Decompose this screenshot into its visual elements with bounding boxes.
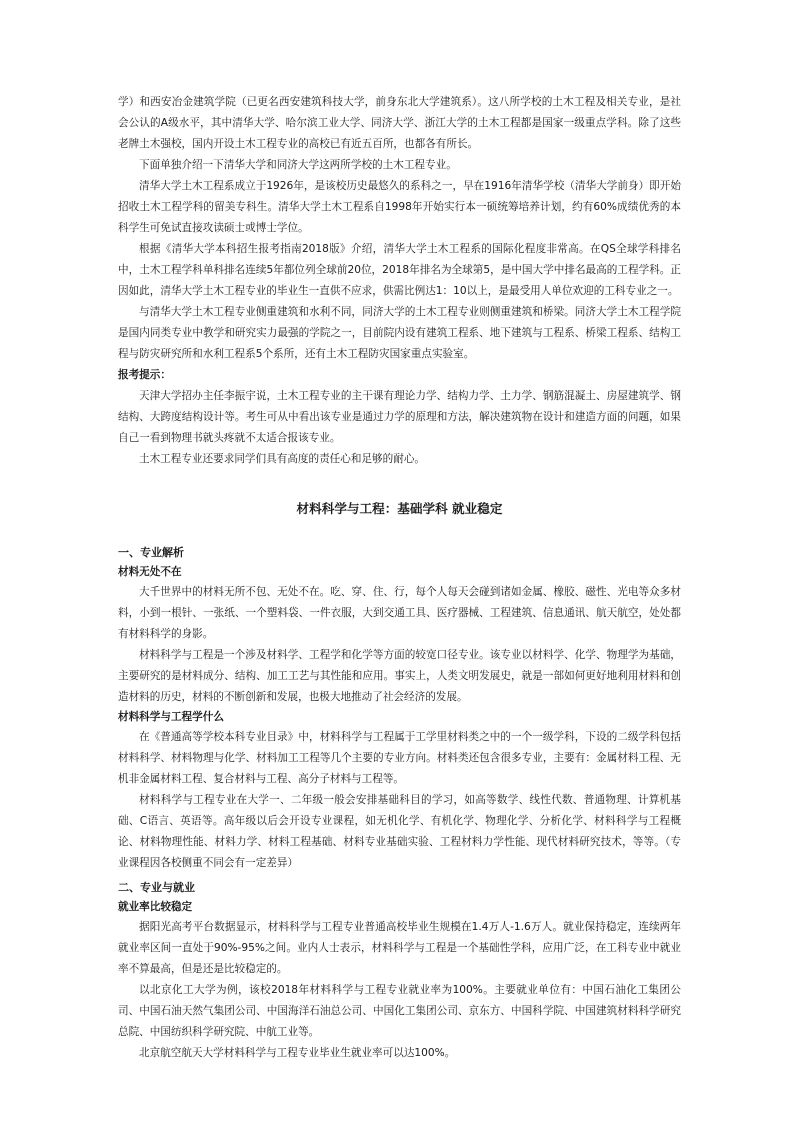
heading-major-analysis: 一、专业解析 bbox=[118, 546, 184, 559]
paragraph-buct-example: 以北京化工大学为例，该校2018年材料科学与工程专业就业率为100%。主要就业单位有：中国石油化工集团公司、中国石油天然气集团公司、中国海洋石油总公司、中国化工集团公司、京东方、中国科学院、中国建筑材料科学研究总院、中国纺织科学研究院、中航工业等。 bbox=[118, 984, 681, 1038]
paragraph-tip-courses: 天津大学招办主任李振宇说，土木工程专业的主干课有理论力学、结构力学、土力学、钢筋混凝土、房屋建筑学、钢结构、大跨度结构设计等。考生可从中看出该专业是通过力学的原理和方法，解决建筑物在设计和建造方面的问题，如果自己一看到物理书就头疼就不太适合报该专业。 bbox=[118, 390, 681, 444]
tip-heading: 报考提示： bbox=[118, 369, 171, 381]
heading-major-employment: 二、专业与就业 bbox=[118, 881, 195, 894]
section-title: 材料科学与工程：基础学科 就业稳定 bbox=[296, 501, 503, 516]
document-page bbox=[118, 92, 681, 1064]
subheading-what-to-study: 材料科学与工程学什么 bbox=[118, 711, 224, 723]
paragraph-materials-definition: 材料科学与工程是一个涉及材料学、工程学和化学等方面的较宽口径专业。该专业以材料学、化学、物理学为基础，主要研究的是材料成分、结构、加工工艺与其性能和应用。事实上，人类文明发展史，就是一部如何更好地利用材料和创造材料的历史，材料的不断创新和发展，也极大地推动了社会经济的发展。 bbox=[118, 649, 681, 703]
paragraph-tongji: 与清华大学土木工程专业侧重建筑和水利不同，同济大学的土木工程专业则侧重建筑和桥梁。同济大学土木工程学院是国内同类专业中教学和研究实力最强的学院之一，目前院内设有建筑工程系、地下建筑与工程系、桥梁工程系、结构工程与防灾研究所和水利工程系5个系所，还有土木工程防灾国家重点实验室。 bbox=[118, 306, 681, 360]
paragraph-next: 下面单独介绍一下清华大学和同济大学这两所学校的土木工程专业。 bbox=[139, 159, 457, 171]
paragraph-buaa-rate: 北京航空航天大学材料科学与工程专业毕业生就业率可以达100%。 bbox=[139, 1047, 456, 1059]
paragraph-intro: 学）和西安冶金建筑学院（已更名西安建筑科技大学，前身东北大学建筑系）。这八所学校的土木工程及相关专业，是社会公认的A级水平，其中清华大学、哈尔滨工业大学、同济大学、浙江大学的土木工程都是国家一级重点学科。除了这些老牌土木强校，国内开设土木工程专业的高校已有近五百所，也都各有所长。 bbox=[118, 96, 681, 150]
paragraph-catalog: 在《普通高等学校本科专业目录》中，材料科学与工程属于工学里材料类之中的一个一级学科，下设的二级学科包括材料科学、材料物理与化学、材料加工工程等几个主要的专业方向。材料类还包含很多专业，主要有：金属材料工程、无机非金属材料工程、复合材料与工程、高分子材料与工程等。 bbox=[118, 731, 681, 785]
subheading-employment-rate: 就业率比较稳定 bbox=[118, 901, 193, 913]
subheading-materials-everywhere: 材料无处不在 bbox=[118, 566, 182, 578]
paragraph-employment-data: 据阳光高考平台数据显示，材料科学与工程专业普通高校毕业生规模在1.4万人-1.6万人。就业保持稳定，连续两年就业率区间一直处于90%-95%之间。业内人士表示，材料科学与工程是一个基础性学科，应用广泛，在工科专业中就业率不算最高，但是还是比较稳定的。 bbox=[118, 921, 681, 975]
paragraph-tsinghua-ranking: 根据《清华大学本科招生报考指南2018版》介绍，清华大学土木工程系的国际化程度非常高。在QS全球学科排名中，土木工程学科单科排名连续5年都位列全球前20位，2018年排名为全球第5，是中国大学中排名最高的工程学科。正因如此，清华大学土木工程专业的毕业生一直供不应求，供需比例达1：10以上，是最受用人单位欢迎的工科专业之一。 bbox=[118, 243, 681, 297]
paragraph-materials-everywhere: 大千世界中的材料无所不包、无处不在。吃、穿、住、行，每个人每天会碰到诸如金属、橡胶、磁性、光电等众多材料，小到一根针、一张纸、一个塑料袋、一件衣服，大到交通工具、医疗器械、工程建筑、信息通讯、航天航空，处处都有材料科学的身影。 bbox=[118, 586, 681, 640]
paragraph-tip-responsibility: 土木工程专业还要求同学们具有高度的责任心和足够的耐心。 bbox=[139, 453, 426, 465]
paragraph-tsinghua-history: 清华大学土木工程系成立于1926年，是该校历史最悠久的系科之一，早在1916年清华学校（清华大学前身）即开始招收土木工程学科的留美专科生。清华大学土木工程系自1998年开始实行本一硕统筹培养计划，约有60%成绩优秀的本科学生可免试直接攻读硕士或博士学位。 bbox=[118, 180, 681, 234]
paragraph-courses: 材料科学与工程专业在大学一、二年级一般会安排基础科目的学习，如高等数学、线性代数、普通物理、计算机基础、C语言、英语等。高年级以后会开设专业课程，如无机化学、有机化学、物理化学、分析化学、材料科学与工程概论、材料物理性能、材料力学、材料工程基础、材料专业基础实验、工程材料力学性能、现代材料研究技术，等等。（专业课程因各校侧重不同会有一定差异） bbox=[118, 794, 681, 869]
